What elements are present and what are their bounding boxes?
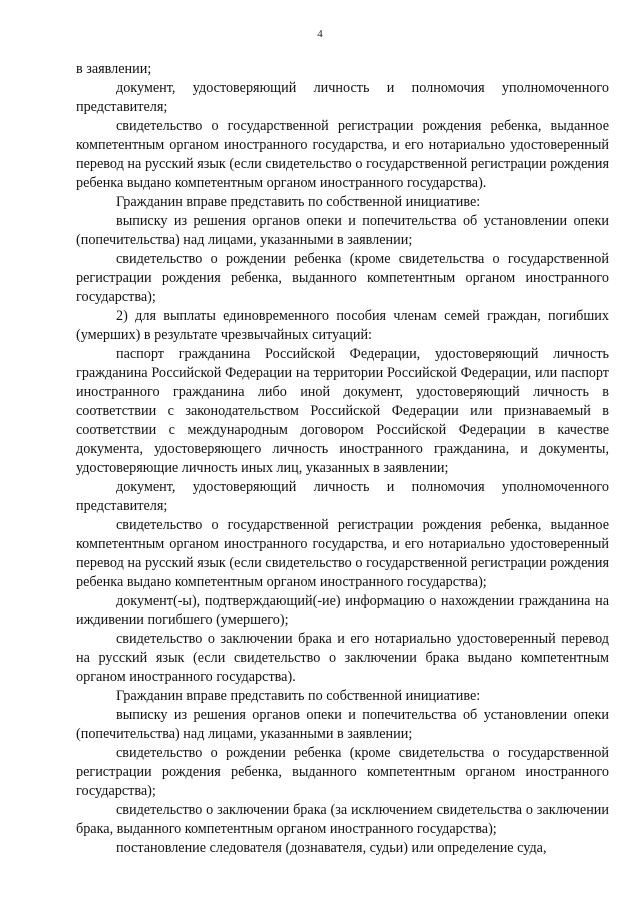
- paragraph: постановление следователя (дознавателя, судьи) или определение суда,: [116, 840, 547, 856]
- paragraph: документ(-ы), подтверждающий(-ие) информацию о нахождении гражданина на иждивении погибшего (умершего);: [76, 593, 609, 628]
- paragraph: 2) для выплаты единовременного пособия членам семей граждан, погибших (умерших) в результате чрезвычайных ситуаций:: [76, 308, 609, 343]
- paragraph: выписку из решения органов опеки и попечительства об установлении опеки (попечительства) над лицами, указанными в заявлении;: [76, 707, 609, 742]
- paragraph: выписку из решения органов опеки и попечительства об установлении опеки (попечительства) над лицами, указанными в заявлении;: [76, 213, 609, 248]
- document-body: [76, 60, 609, 858]
- paragraph: свидетельство о рождении ребенка (кроме свидетельства о государственной регистрации рождения ребенка, выданного компетентным органом иностранного государства);: [76, 745, 609, 799]
- paragraph: документ, удостоверяющий личность и полномочия уполномоченного представителя;: [76, 479, 609, 514]
- paragraph: документ, удостоверяющий личность и полномочия уполномоченного представителя;: [76, 80, 609, 115]
- paragraph: Гражданин вправе представить по собственной инициативе:: [116, 688, 481, 704]
- paragraph: Гражданин вправе представить по собственной инициативе:: [116, 194, 481, 210]
- paragraph: свидетельство о государственной регистрации рождения ребенка, выданное компетентным органом иностранного государства, и его нотариально удостоверенный перевод на русский язык (если свидетельство о государственной регистрации рождения ребенка выдано компетентным органом иностранного государства).: [76, 118, 609, 191]
- paragraph: паспорт гражданина Российской Федерации, удостоверяющий личность гражданина Российской Федерации на территории Российской Федерации, или паспорт иностранного гражданина либо иной документ, удостоверяющий личность в соответствии с законодательством Российской Федерации или признаваемый в соответствии с международным договором Российской Федерации в качестве документа, удостоверяющего личность иностранного гражданина, и документы, удостоверяющие личность иных лиц, указанных в заявлении;: [76, 346, 609, 476]
- paragraph: свидетельство о заключении брака (за исключением свидетельства о заключении брака, выданного компетентным органом иностранного государства);: [76, 802, 609, 837]
- paragraph: свидетельство о государственной регистрации рождения ребенка, выданное компетентным органом иностранного государства, и его нотариально удостоверенный перевод на русский язык (если свидетельство о государственной регистрации рождения ребенка выдано компетентным органом иностранного государства);: [76, 517, 609, 590]
- page-number: 4: [317, 28, 323, 40]
- paragraph: свидетельство о заключении брака и его нотариально удостоверенный перевод на русский язык (если свидетельство о заключении брака выдано компетентным органом иностранного государства).: [76, 631, 609, 685]
- paragraph: в заявлении;: [76, 61, 152, 77]
- paragraph: свидетельство о рождении ребенка (кроме свидетельства о государственной регистрации рождения ребенка, выданного компетентным органом иностранного государства);: [76, 251, 609, 305]
